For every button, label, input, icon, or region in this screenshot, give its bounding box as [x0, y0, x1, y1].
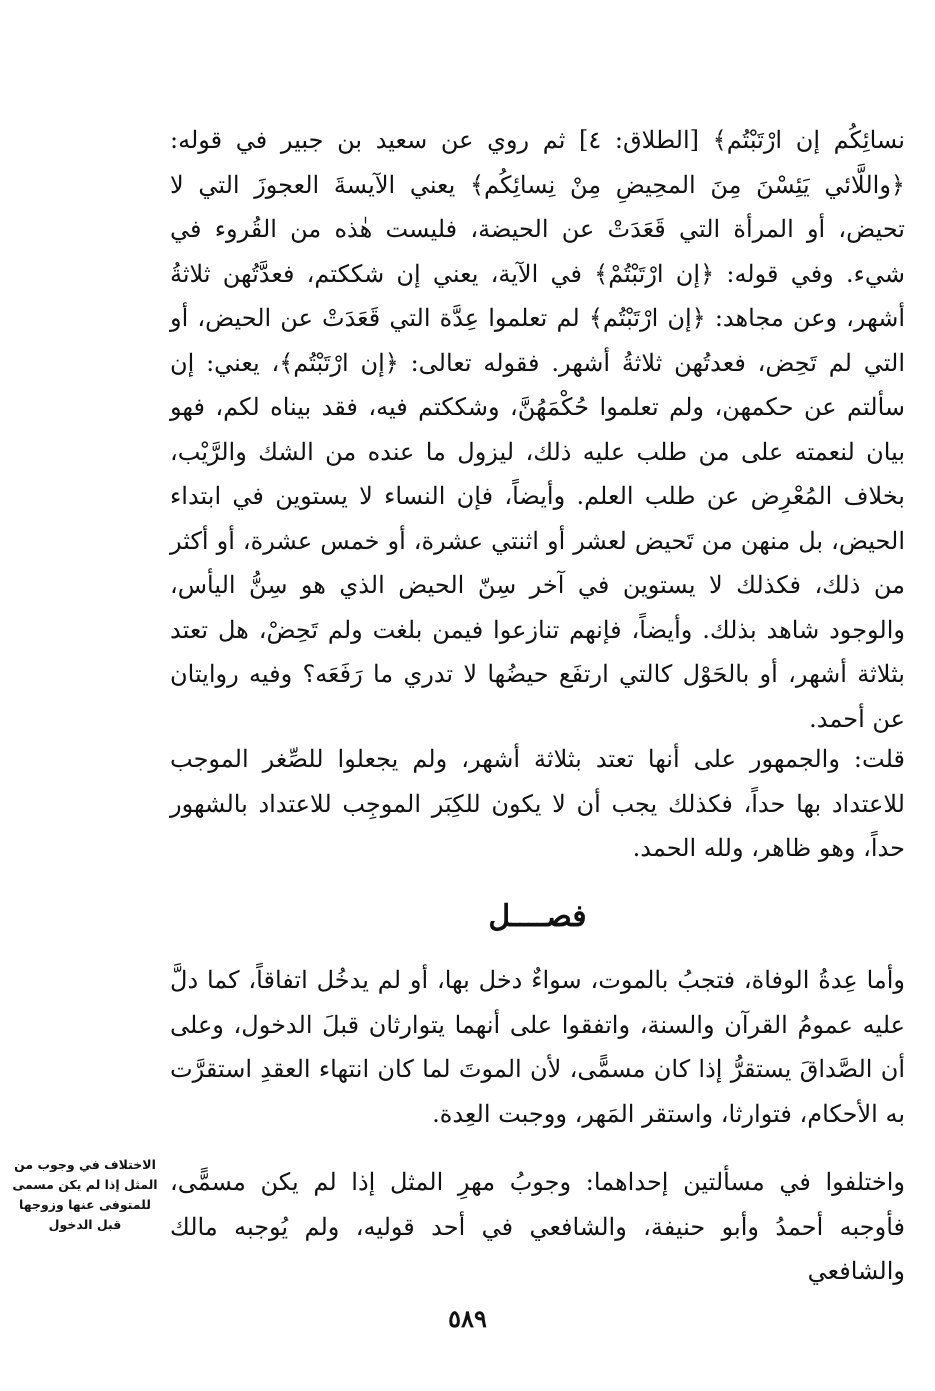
paragraph: واختلفوا في مسألتين إحداهما: وجوبُ مهرِ المثل إذا لم يكن مسمًّى، فأوجبه أحمدُ وأبو حنيفة، والشافعي في أحد قوليه، ولم يُوجبه مالك والشافعي: [170, 1168, 905, 1285]
text-block-3: [170, 958, 905, 1136]
paragraph: نسائِكُم إن ارْتَبْتُم﴾ [الطلاق: ٤] ثم روي عن سعيد بن جبير في قوله: ﴿واللَّائي يَئِسْنَ مِنَ المحِيضِ مِنْ نِسائِكُم﴾ يعني الآيسةَ العجوزَ التي لا تحيض، أو المرأة التي قَعَدَتْ عن الحيضة، فليست هٰذه من القُروء في شيء. وفي قوله: ﴿إن ارْتَبْتُمْ﴾ في الآية، يعني إن شككتم، فعدَّتُهن ثلاثةُ أشهر، وعن مجاهد: ﴿إن ارْتَبْتُم﴾ لم تعلموا عِدَّة التي قَعَدَتْ عن الحيض، أو التي لم تَحِض، فعدتُهن ثلاثةُ أشهر. فقوله تعالى: ﴿إن ارْتَبْتُم﴾، يعني: إن سألتم عن حكمهن، ولم تعلموا حُكْمَهُنَّ، وشككتم فيه، فقد بيناه لكم، فهو بيان لنعمته على من طلب عليه ذلك، ليزول ما عنده من الشك والرَّيْب، بخلاف المُعْرِض عن طلب العلم. وأيضاً، فإن النساء لا يستوين في ابتداء الحيض، بل منهن من تَحيض لعشر أو اثنتي عشرة، أو خمس عشرة، أو أكثر من ذلك، فكذلك لا يستوين في آخر سِنّ الحيض الذي هو سِنُّ اليأس، والوجود شاهد بذلك. وأيضاً، فإنهم تنازعوا فيمن بلغت ولم تَحِضْ، هل تعتد بثلاثة أشهر، أو بالحَوْل كالتي ارتفَع حيضُها لا تدري ما رَفَعَه؟ وفيه روايتان عن أحمد.: [170, 126, 906, 733]
margin-note: الاختلاف في وجوب من المثل إذا لم يكن مسمى للمتوفى عنها وزوجها قبل الدخول: [12, 1157, 158, 1232]
text-block-2: [170, 737, 905, 871]
section-heading: فصــــل: [488, 899, 587, 934]
paragraph: قلت: والجمهور على أنها تعتد بثلاثة أشهر، ولم يجعلوا للصِّغر الموجب للاعتداد بها حداً، فكذلك يجب أن لا يكون للكِبَر الموجِب للاعتداد بالشهور حداً، وهو ظاهر، ولله الحمد.: [170, 745, 905, 862]
page-number: ٥٨٩: [448, 1304, 487, 1333]
text-block-1: [170, 118, 905, 741]
text-block-4: [170, 1160, 905, 1294]
paragraph: وأما عِدةُ الوفاة، فتجبُ بالموت، سواءٌ دخل بها، أو لم يدخُل اتفاقاً، كما دلَّ عليه عمومُ القرآن والسنة، واتفقوا على أنهما يتوارثان قبلَ الدخول، وعلى أن الصَّداقَ يستقرُّ إذا كان مسمًّى، لأن الموتَ لما كان انتهاء العقدِ استقرَّت به الأحكام، فتوارثا، واستقر المَهر، ووجبت العِدة.: [170, 966, 905, 1128]
